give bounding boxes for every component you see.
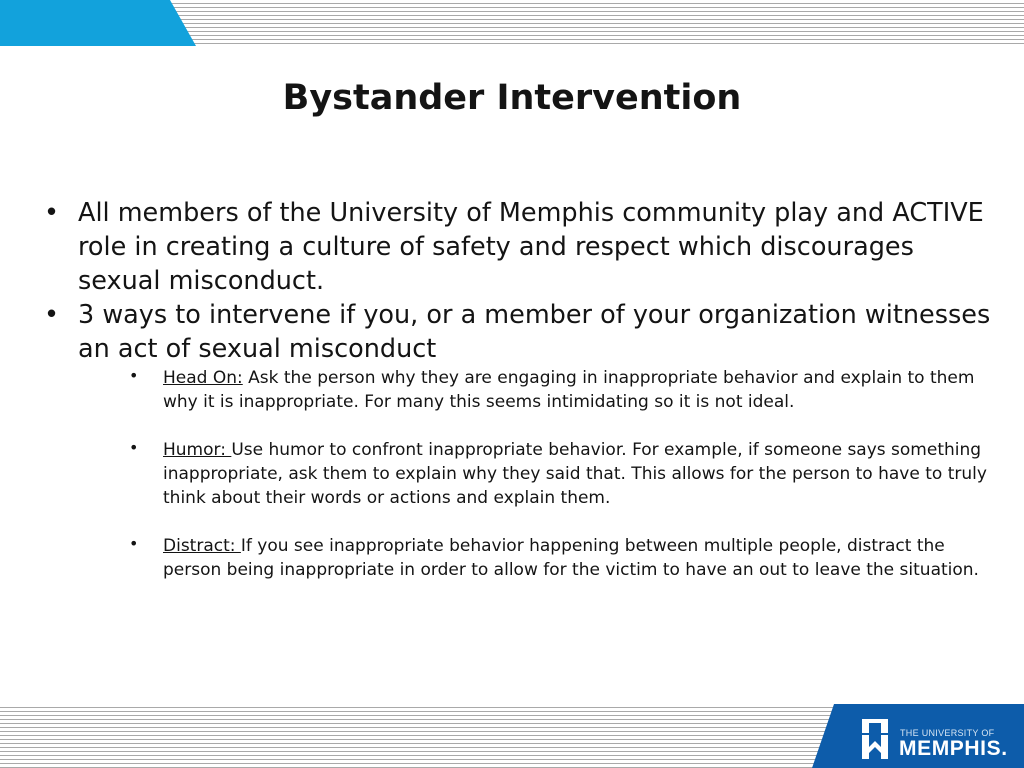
bullet-text: 3 ways to intervene if you, or a member of your organization witnesses an act of sexual misconduct: [78, 300, 991, 364]
logo-small-text: THE UNIVERSITY OF: [900, 728, 995, 738]
bullet-item: [44, 196, 994, 298]
slide-title: Bystander Intervention: [282, 78, 742, 118]
sub-bullet-distract: [129, 534, 994, 582]
sub-bullet-list: [78, 366, 994, 582]
bullet-item: [44, 298, 994, 582]
sub-bullet-text: If you see inappropriate behavior happening between multiple people, distract the person being inappropriate in order to allow for the victim to have an out to leave the situation.: [163, 536, 979, 580]
sub-bullet-label: Distract:: [163, 536, 241, 556]
sub-bullet-text: Use humor to confront inappropriate behavior. For example, if someone says something inappropriate, ask them to explain why they said that. This allows for the person to have to truly think about their words or actions and explain them.: [163, 440, 987, 508]
sub-bullet-head-on: [129, 366, 994, 414]
logo-big-text: MEMPHIS.: [899, 737, 1008, 760]
slide-content: [44, 196, 994, 606]
sub-bullet-humor: [129, 438, 994, 510]
sub-bullet-text: Ask the person why they are engaging in inappropriate behavior and explain to them why it is inappropriate. For many this seems intimidating so it is not ideal.: [163, 368, 975, 412]
sub-bullet-label: Head On:: [163, 368, 243, 388]
university-logo-icon: [860, 717, 890, 761]
top-accent-shape: [0, 0, 196, 46]
sub-bullet-label: Humor:: [163, 440, 232, 460]
main-bullet-list: [44, 196, 994, 582]
bullet-text: All members of the University of Memphis community play and ACTIVE role in creating a culture of safety and respect which discourages sexual misconduct.: [78, 198, 984, 296]
